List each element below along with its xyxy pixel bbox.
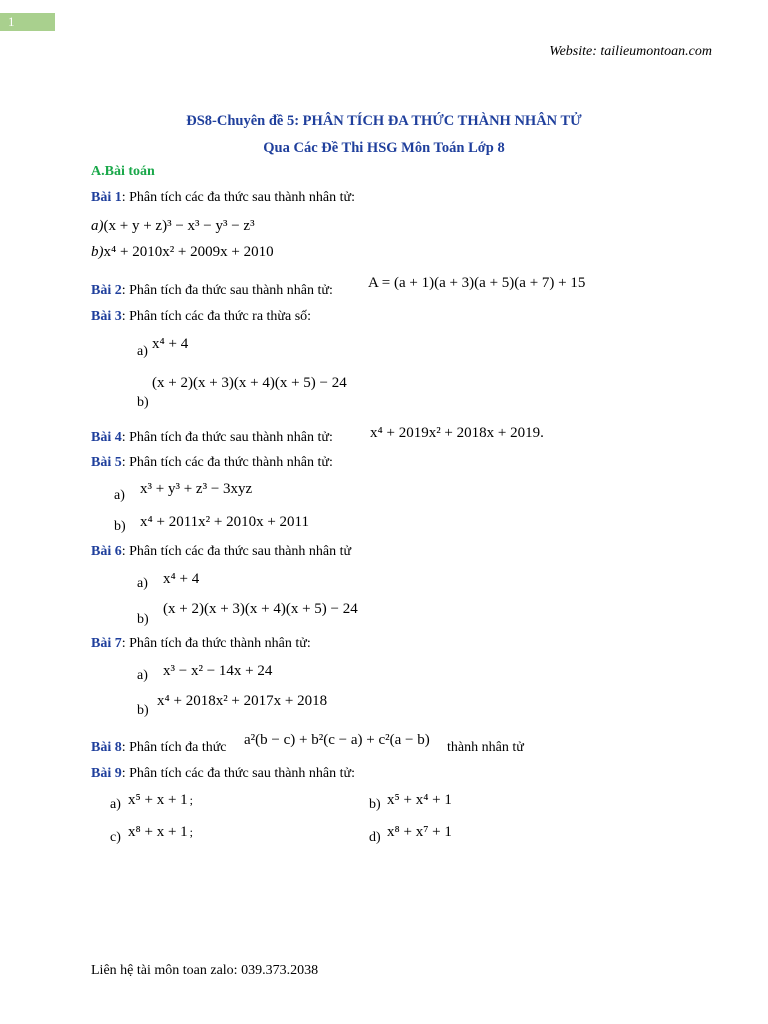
problem-3-item-b-math: (x + 2)(x + 3)(x + 4)(x + 5) − 24 (152, 375, 347, 391)
problem-6-item-a-tag: a) (137, 576, 148, 591)
problem-text: : Phân tích các đa thức thành nhân tử: (121, 455, 333, 470)
problem-3 (91, 309, 311, 325)
problem-8 (91, 740, 227, 756)
problem-7-item-a-tag: a) (137, 668, 148, 683)
problem-9-item-a-tag: a) (110, 797, 121, 812)
problem-text: : Phân tích đa thức (121, 740, 227, 755)
problem-text: : Phân tích đa thức sau thành nhân tử: (121, 283, 333, 298)
problem-5 (91, 455, 333, 471)
website-header: Website: tailieumontoan.com (549, 44, 712, 59)
problem-6-item-b-math: (x + 2)(x + 3)(x + 4)(x + 5) − 24 (163, 601, 358, 617)
problem-label: Bài 7 (91, 636, 122, 651)
problem-4 (91, 430, 333, 446)
problem-7 (91, 636, 311, 652)
section-heading: A.Bài toán (91, 164, 155, 179)
problem-9-item-b-tag: b) (369, 797, 381, 812)
problem-4-math: x⁴ + 2019x² + 2018x + 2019. (370, 425, 544, 441)
problem-6 (91, 544, 351, 560)
problem-2-math: A = (a + 1)(a + 3)(a + 5)(a + 7) + 15 (368, 275, 586, 291)
problem-7-item-b-math: x⁴ + 2018x² + 2017x + 2018 (157, 693, 328, 709)
problem-text: : Phân tích các đa thức sau thành nhân tử: (121, 766, 356, 781)
footer-contact: Liên hệ tài môn toan zalo: 039.373.2038 (91, 963, 319, 978)
problem-2 (91, 283, 333, 299)
problem-1-item-b (91, 244, 274, 261)
math-expression: x⁸ + x + 1 (128, 824, 188, 840)
problem-5-item-a-math: x³ + y³ + z³ − 3xyz (140, 481, 253, 497)
problem-label: Bài 5 (91, 455, 122, 470)
separator: ; (189, 825, 193, 839)
problem-text: : Phân tích đa thức thành nhân tử: (121, 636, 311, 651)
item-tag: b) (91, 244, 104, 260)
problem-9-item-a (128, 792, 193, 809)
math-expression: x⁵ + x + 1 (128, 792, 188, 808)
problem-label: Bài 2 (91, 283, 122, 298)
problem-label: Bài 4 (91, 430, 122, 445)
problem-3-item-a-math: x⁴ + 4 (152, 336, 189, 352)
problem-9-item-b-math: x⁵ + x⁴ + 1 (387, 792, 452, 808)
problem-text: : Phân tích các đa thức sau thành nhân tử (121, 544, 352, 559)
item-tag: a) (91, 218, 104, 234)
problem-1-item-a (91, 218, 255, 235)
problem-9-item-d-math: x⁸ + x⁷ + 1 (387, 824, 452, 840)
problem-label: Bài 1 (91, 190, 122, 205)
problem-6-item-b-tag: b) (137, 612, 149, 627)
problem-text: : Phân tích các đa thức sau thành nhân tử: (121, 190, 356, 205)
problem-8-tail: thành nhân tử (447, 740, 524, 755)
problem-9 (91, 766, 355, 782)
problem-label: Bài 9 (91, 766, 122, 781)
problem-5-item-a-tag: a) (114, 488, 125, 503)
problem-text: : Phân tích đa thức sau thành nhân tử: (121, 430, 333, 445)
problem-5-item-b-math: x⁴ + 2011x² + 2010x + 2011 (140, 514, 309, 530)
separator: ; (189, 793, 193, 807)
problem-9-item-c-tag: c) (110, 830, 121, 845)
math-expression: (x + y + z)³ − x³ − y³ − z³ (103, 218, 255, 234)
document-subtitle: Qua Các Đề Thi HSG Môn Toán Lớp 8 (263, 140, 505, 156)
problem-3-item-b-tag: b) (137, 395, 149, 410)
problem-label: Bài 3 (91, 309, 122, 324)
problem-9-item-c (128, 824, 193, 841)
problem-7-item-a-math: x³ − x² − 14x + 24 (163, 663, 273, 679)
problem-3-item-a-tag: a) (137, 344, 148, 359)
problem-1 (91, 190, 355, 206)
problem-9-item-d-tag: d) (369, 830, 381, 845)
problem-label: Bài 6 (91, 544, 122, 559)
problem-8-math: a²(b − c) + b²(c − a) + c²(a − b) (244, 732, 430, 748)
problem-6-item-a-math: x⁴ + 4 (163, 571, 200, 587)
math-expression: x⁴ + 2010x² + 2009x + 2010 (103, 244, 274, 260)
problem-7-item-b-tag: b) (137, 703, 149, 718)
problem-5-item-b-tag: b) (114, 519, 126, 534)
document-title: ĐS8-Chuyên đề 5: PHÂN TÍCH ĐA THỨC THÀNH NHÂN TỬ (186, 113, 582, 129)
problem-label: Bài 8 (91, 740, 122, 755)
page-number-badge: 1 (0, 13, 55, 31)
problem-text: : Phân tích các đa thức ra thừa số: (121, 309, 312, 324)
